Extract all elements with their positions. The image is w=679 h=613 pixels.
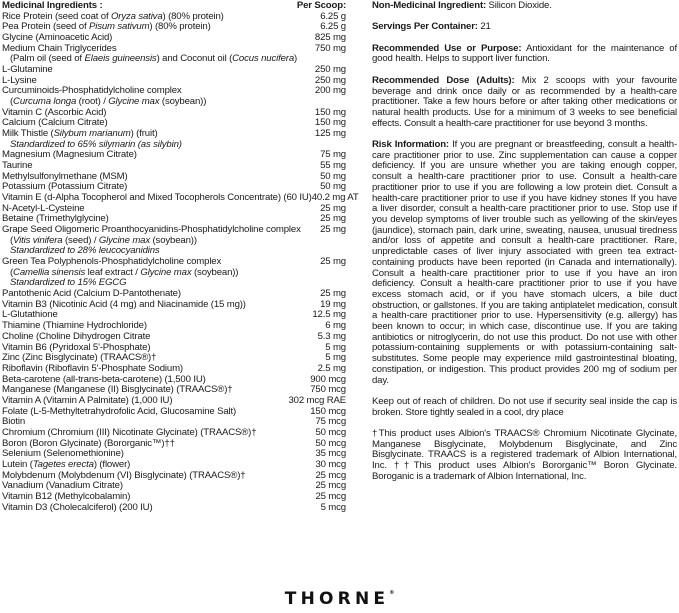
registered-mark: ®	[389, 590, 395, 596]
servings-per-container: Servings Per Container: 21	[372, 21, 491, 33]
ingredient-name: Boron (Boron Glycinate) (Bororganic™)††	[2, 437, 175, 449]
ingredient-name: Biotin	[2, 416, 26, 428]
ingredient-amount: 50 mcg	[315, 437, 346, 449]
ingredient-amount: 50 mcg	[315, 426, 346, 438]
ingredient-name: N-Acetyl-L-Cysteine	[2, 202, 85, 214]
ingredient-name: Standardized to 65% silymarin (as silybin)	[10, 138, 182, 150]
ingredient-name: Magnesium (Magnesium Citrate)	[2, 149, 137, 161]
ingredient-name: Standardized to 15% EGCG	[10, 277, 127, 289]
recommended-dose: Recommended Dose (Adults): Mix 2 scoops with your favourite beverage and drink once daily or as recommended by a health-care practitioner. Take a few hours before or after taking other medications or natural health products. Use for a minimum of 3 weeks to see beneficial effects. Consult a health-care practitioner for use beyond 3 months.	[372, 74, 677, 129]
ingredient-name: Vitamin D3 (Cholecalciferol) (200 IU)	[2, 501, 153, 513]
storage-warning: Keep out of reach of children. Do not use if security seal inside the cap is broken. Store tightly sealed in a cool, dry place	[372, 395, 677, 418]
ingredient-amount: 150 mcg	[310, 405, 346, 417]
ingredient-name: Methylsulfonylmethane (MSM)	[2, 170, 128, 182]
ingredient-name: Curcuminoids-Phosphatidylcholine complex	[2, 85, 182, 97]
ingredient-amount: 30 mcg	[315, 458, 346, 470]
ingredient-name: Molybdenum (Molybdenum (VI) Bisglycinate) (TRAACS®)†	[2, 469, 246, 481]
ingredient-amount: 750 mg	[314, 42, 346, 54]
ingredient-amount: 6 mg	[325, 320, 346, 332]
ingredient-amount: 75 mg	[320, 149, 346, 161]
non-medicinal-ingredient: Non-Medicinal Ingredient: Silicon Dioxide.	[372, 0, 552, 11]
ingredient-amount: 302 mcg RAE	[288, 394, 346, 406]
ingredient-name: Folate (L-5-Methyltetrahydrofolic Acid, Glucosamine Salt)	[2, 405, 237, 417]
ingredient-name: Pantothenic Acid (Calcium D-Pantothenate)	[2, 288, 181, 300]
ingredient-amount: 6.25 g	[320, 21, 346, 33]
ingredient-name: Taurine	[2, 160, 33, 172]
ingredient-amount: 150 mg	[314, 106, 346, 118]
recommended-use: Recommended Use or Purpose: Antioxidant for the maintenance of good health. Helps to support liver function.	[372, 42, 677, 65]
brand-logo	[0, 589, 679, 609]
brand-name: THORNE	[284, 589, 390, 609]
trademark-footnote: †This product uses Albion's TRAACS® Chromium Nicotinate Glycinate, Manganese Bisglycinate, Molybdenum Bisglycinate, and Zinc Bisglycinate. TRAACS is a registered trademark of Albion International, Inc. ††This product uses Albion's Bororganic™ Boron Glycinate. Boroganic is a trademark of Albion International, Inc.	[372, 428, 677, 482]
ingredient-amount: 5 mg	[325, 341, 346, 353]
ingredient-amount: 200 mg	[314, 85, 346, 97]
ingredient-amount: 250 mg	[314, 64, 346, 76]
ingredient-name: Riboflavin (Riboflavin 5'-Phosphate Sodium)	[2, 362, 183, 374]
ingredient-amount: 55 mg	[320, 160, 346, 172]
ingredient-name: (Camellia sinensis leaf extract / Glycine max (soybean))	[10, 266, 239, 278]
ingredient-name: Calcium (Calcium Citrate)	[2, 117, 108, 129]
ingredient-amount: 25 mcg	[315, 469, 346, 481]
ingredients-heading: Medicinal Ingredients :	[2, 0, 103, 11]
ingredient-detail-row	[2, 54, 346, 65]
ingredient-name: Green Tea Polyphenols-Phosphatidylcholine complex	[2, 256, 222, 268]
ingredient-name: Choline (Choline Dihydrogen Citrate	[2, 330, 151, 342]
ingredient-amount: 25 mg	[320, 256, 346, 268]
ingredient-name: Zinc (Zinc Bisglycinate) (TRAACS®)†	[2, 352, 157, 364]
ingredient-name: L-Lysine	[2, 74, 37, 86]
ingredient-row	[2, 150, 346, 161]
ingredient-name: Manganese (Manganese (II) Bisglycinate) (TRAACS®)†	[2, 384, 233, 396]
ingredient-name: Vitamin A (Vitamin A Palmitate) (1,000 IU)	[2, 394, 173, 406]
product-info	[372, 1, 677, 493]
ingredient-name: Vitamin E (d-Alpha Tocopherol and Mixed Tocopherols Concentrate) (60 IU)	[2, 192, 312, 204]
ingredient-name: Milk Thistle (Silybum marianum) (fruit)	[2, 128, 158, 140]
ingredient-amount: 25 mcg	[315, 480, 346, 492]
ingredient-amount: 750 mcg	[310, 384, 346, 396]
ingredient-amount: 25 mg	[320, 213, 346, 225]
ingredient-amount: 50 mg	[320, 181, 346, 193]
ingredient-name: Potassium (Potassium Citrate)	[2, 181, 128, 193]
ingredient-amount: 5 mg	[325, 352, 346, 364]
ingredient-amount: 50 mg	[320, 170, 346, 182]
ingredient-amount: 5 mcg	[320, 501, 346, 513]
ingredient-name: Vitamin B3 (Nicotinic Acid (4 mg) and Niacinamide (15 mg))	[2, 298, 246, 310]
ingredient-name: Standardized to 28% leucocyanidins	[10, 245, 160, 257]
ingredient-amount: 250 mg	[314, 74, 346, 86]
ingredient-row	[2, 503, 346, 514]
ingredient-name: Vitamin B6 (Pyridoxal 5'-Phosphate)	[2, 341, 151, 353]
ingredient-name: Vitamin B12 (Methylcobalamin)	[2, 490, 131, 502]
ingredient-name: L-Glutamine	[2, 64, 53, 76]
ingredient-amount: 5.3 mg	[317, 330, 346, 342]
ingredient-amount: 35 mcg	[315, 448, 346, 460]
ingredient-name: Thiamine (Thiamine Hydrochloride)	[2, 320, 147, 332]
ingredient-amount: 900 mcg	[310, 373, 346, 385]
ingredient-amount: 6.25 g	[320, 10, 346, 22]
ingredient-name: Selenium (Selenomethionine)	[2, 448, 124, 460]
ingredient-name: Rice Protein (seed coat of Oryza sativa) (80% protein)	[2, 10, 224, 22]
ingredient-name: (Palm oil (seed of Elaeis guineensis) and Coconut oil (Cocus nucifera)	[10, 53, 298, 65]
per-scoop-heading: Per Scoop:	[296, 0, 346, 11]
medicinal-ingredients-table	[2, 0, 359, 513]
ingredient-name: Lutein (Tagetes erecta) (flower)	[2, 458, 131, 470]
ingredient-name: Medium Chain Triglycerides	[2, 42, 117, 54]
ingredient-name: Glycine (Aminoacetic Acid)	[2, 32, 113, 44]
ingredient-name: Pea Protein (seed of Pisum sativum) (80% protein)	[2, 21, 211, 33]
ingredient-amount: 12.5 mg	[312, 309, 346, 321]
ingredient-name: Betaine (Trimethylglycine)	[2, 213, 109, 225]
ingredient-name: (Vitis vinifera (seed) / Glycine max (soybean))	[10, 234, 197, 246]
ingredient-name: (Curcuma longa (root) / Glycine max (soybean))	[10, 96, 207, 108]
ingredient-name: Beta-carotene (all-trans-beta-carotene) (1,500 IU)	[2, 373, 206, 385]
ingredient-amount: 150 mg	[314, 117, 346, 129]
ingredient-row	[2, 65, 346, 76]
risk-information: Risk Information: If you are pregnant or breastfeeding, consult a health-care practitioner prior to use. Zinc supplementation can cause a copper deficiency. If you are unsure whether you are taking enough copper, consult a health-care practitioner prior to use. Consult a health-care practitioner prior to use if you are following a low protein diet. Consult a health-care practitioner prior to use if you have kidney stones If you have a liver disorder, consult a health-care practitioner prior to use. Stop use if you develop symptoms of liver trouble such as yellowing of the skin/eyes (jaundice), stomach pain, dark urine, sweating, nausea, unusual tiredness and/or loss of appetite and consult a health-care practitioner. Rare, unpredictable cases of liver injury associated with green tea extract-containing products have been reported (in Canada and internationally). Consult a health-care practitioner prior to use if you have an iron deficiency. Consult a health-care practitioner prior to use if you have excess stomach acid, or if you have stomach ulcers, a bile duct obstruction, or gallstones. If you are taking antiplatelet medication, consult a health-care practitioner prior to use. Hypersensitivity (e.g. allergy) has been known to occur; in which case, discontinue use. If you are taking antibiotics or nitroglycerin, do not use this product. Do not use with other potassium-containing supplements or with potassium-containing salt-substitutes. Some people may experience mild gastrointestinal bloating, constipation, or indigestion. This product provides 200 mg of sodium per day.	[372, 139, 677, 386]
ingredient-amount: 2.5 mg	[317, 362, 346, 374]
ingredient-amount: 25 mg	[320, 288, 346, 300]
ingredient-name: L-Glutathione	[2, 309, 58, 321]
ingredient-amount: 40.2 mg AT	[311, 192, 359, 204]
ingredient-name: Vanadium (Vanadium Citrate)	[2, 480, 123, 492]
ingredient-row	[2, 407, 346, 418]
ingredient-amount: 75 mcg	[315, 416, 346, 428]
ingredient-name: Vitamin C (Ascorbic Acid)	[2, 106, 107, 118]
ingredient-rows	[2, 10, 359, 514]
ingredient-amount: 25 mg	[320, 202, 346, 214]
ingredient-amount: 25 mcg	[315, 490, 346, 502]
ingredient-amount: 825 mg	[314, 32, 346, 44]
ingredient-amount: 19 mg	[320, 298, 346, 310]
ingredient-name: Grape Seed Oligomeric Proanthocyanidins-Phosphatidylcholine complex	[2, 224, 301, 236]
ingredient-name: Chromium (Chromium (III) Nicotinate Glycinate) (TRAACS®)†	[2, 426, 257, 438]
ingredient-amount: 125 mg	[314, 128, 346, 140]
ingredient-amount: 25 mg	[320, 224, 346, 236]
